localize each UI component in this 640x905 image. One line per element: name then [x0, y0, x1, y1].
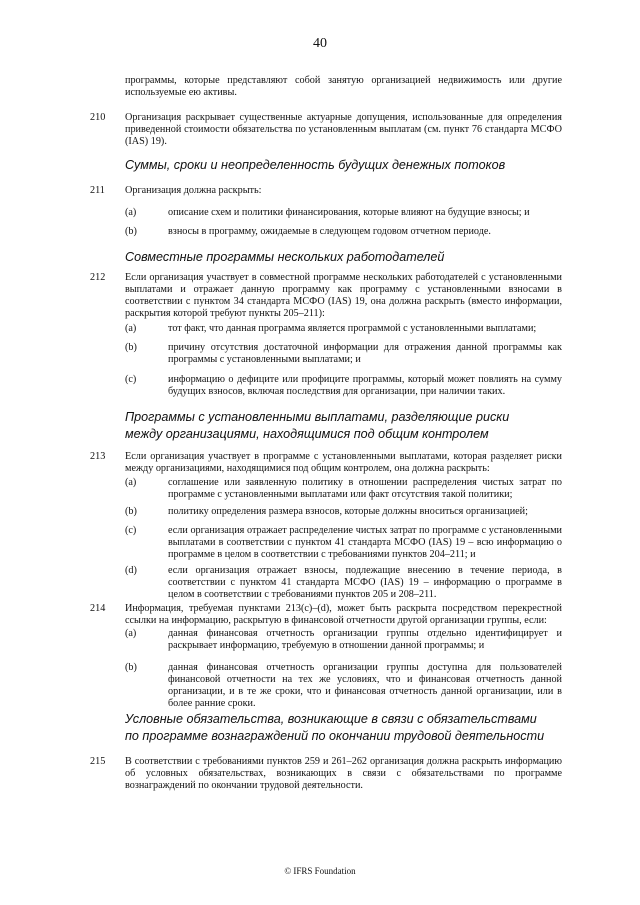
list-label: (b) [125, 662, 137, 673]
list-label: (a) [125, 207, 137, 218]
list-text: информацию о дефиците или профиците программы, который может повлиять на сумму будущих взносов, включая последствия для организации, при наличии таких. [168, 374, 562, 397]
list-item [125, 374, 562, 398]
paragraph-text: программы, которые представляют собой занятую организацией недвижимость или другие используемые ею активы. [125, 75, 562, 98]
paragraph-number: 213 [90, 451, 106, 462]
paragraph-continuation [90, 75, 562, 99]
list-text: данная финансовая отчетность организации группы отдельно идентифицирует и раскрывает информацию, требуемую в отношении данной программы; и [168, 628, 562, 651]
list-label: (c) [125, 374, 137, 385]
paragraph-213 [90, 451, 562, 475]
paragraph-text: Организация должна раскрыть: [125, 185, 262, 196]
list-label: (a) [125, 323, 137, 334]
list-text: если организация отражает распределение чистых затрат по программе с установленными выплатами в соответствии с пунктом 41 стандарта МСФО (IAS) 19 – всю информацию о программе в целом в соответствии с требованиями пунктов 204–211; и [168, 525, 562, 560]
list-item [125, 477, 562, 501]
paragraph-211 [90, 185, 562, 197]
list-label: (d) [125, 565, 137, 576]
section-heading: Совместные программы нескольких работодателей [125, 250, 445, 264]
list-label: (b) [125, 342, 137, 353]
paragraph-210 [90, 112, 562, 148]
list-label: (a) [125, 477, 137, 488]
paragraph-215 [90, 756, 562, 792]
paragraph-number: 212 [90, 272, 106, 283]
section-heading: Суммы, сроки и неопределенность будущих денежных потоков [125, 158, 506, 172]
paragraph-text: Если организация участвует в программе с установленными выплатами, которая разделяет риски между организациями, находящимися под общим контролем, она должна раскрыть: [125, 451, 562, 474]
list-text: описание схем и политики финансирования, которые влияют на будущие взносы; и [168, 207, 530, 218]
paragraph-number: 215 [90, 756, 106, 767]
list-item [125, 565, 562, 601]
paragraph-text: Если организация участвует в совместной программе нескольких работодателей с установленными выплатами и отражает данную программу как программу с установленными взносами в соответствии с пунктом 34 стандарта МСФО (IAS) 19, она должна раскрыть (вместо информации, раскрытия которой требуют пункты 205–211): [125, 272, 562, 319]
list-label: (a) [125, 628, 137, 639]
list-item [125, 506, 562, 518]
list-text: соглашение или заявленную политику в отношении распределения чистых затрат по программе с установленными выплатами или факт отсутствия такой политики; [168, 477, 562, 500]
paragraph-212 [90, 272, 562, 320]
list-label: (c) [125, 525, 137, 536]
list-item [125, 226, 562, 238]
list-item [125, 628, 562, 652]
list-item [125, 342, 562, 366]
paragraph-text: В соответствии с требованиями пунктов 259 и 261–262 организация должна раскрыть информацию об условных обязательствах, возникающих в связи с обязательствами по программе вознаграждений по окончании трудовой деятельности. [125, 756, 562, 791]
list-label: (b) [125, 226, 137, 237]
list-label: (b) [125, 506, 137, 517]
list-text: взносы в программу, ожидаемые в следующем годовом отчетном периоде. [168, 226, 491, 237]
paragraph-number: 210 [90, 112, 106, 123]
section-heading: Программы с установленными выплатами, разделяющие риски между организациями, находящимися под общим контролем [125, 410, 510, 441]
section-heading: Условные обязательства, возникающие в связи с обязательствами по программе вознаграждений по окончании трудовой деятельности [125, 712, 545, 743]
paragraph-number: 214 [90, 603, 106, 614]
list-text: причину отсутствия достаточной информации для отражения данной программы как программы с установленными выплатами; и [168, 342, 562, 365]
list-text: данная финансовая отчетность организации группы доступна для пользователей финансовой отчетности на тех же условиях, что и финансовая отчетность данной организации, и в те же сроки, что и финансовая отчетность данной организации, или в более ранние сроки. [168, 662, 562, 709]
paragraph-text: Информация, требуемая пунктами 213(c)–(d), может быть раскрыта посредством перекрестной ссылки на информацию, раскрытую в финансовой отчетности другой организации группы, если: [125, 603, 562, 626]
list-text: политику определения размера взносов, которые должны вноситься организацией; [168, 506, 528, 517]
list-item [125, 662, 562, 710]
paragraph-text: Организация раскрывает существенные актуарные допущения, использованные для определения приведенной стоимости обязательства по установленным выплатам (см. пункт 76 стандарта МСФО (IAS) 19). [125, 112, 562, 147]
list-text: тот факт, что данная программа является программой с установленными выплатами; [168, 323, 537, 334]
footer-copyright: © IFRS Foundation [284, 866, 356, 876]
list-text: если организация отражает взносы, подлежащие внесению в течение периода, в соответствии с пунктом 41 стандарта МСФО (IAS) 19 – информацию о программе в целом в соответствии с требованиями пунктов 205 и 208–211. [168, 565, 562, 600]
list-item [125, 525, 562, 561]
paragraph-214 [90, 603, 562, 627]
list-item [125, 207, 562, 219]
paragraph-number: 211 [90, 185, 105, 196]
list-item [125, 323, 562, 335]
page-number: 40 [313, 36, 327, 51]
